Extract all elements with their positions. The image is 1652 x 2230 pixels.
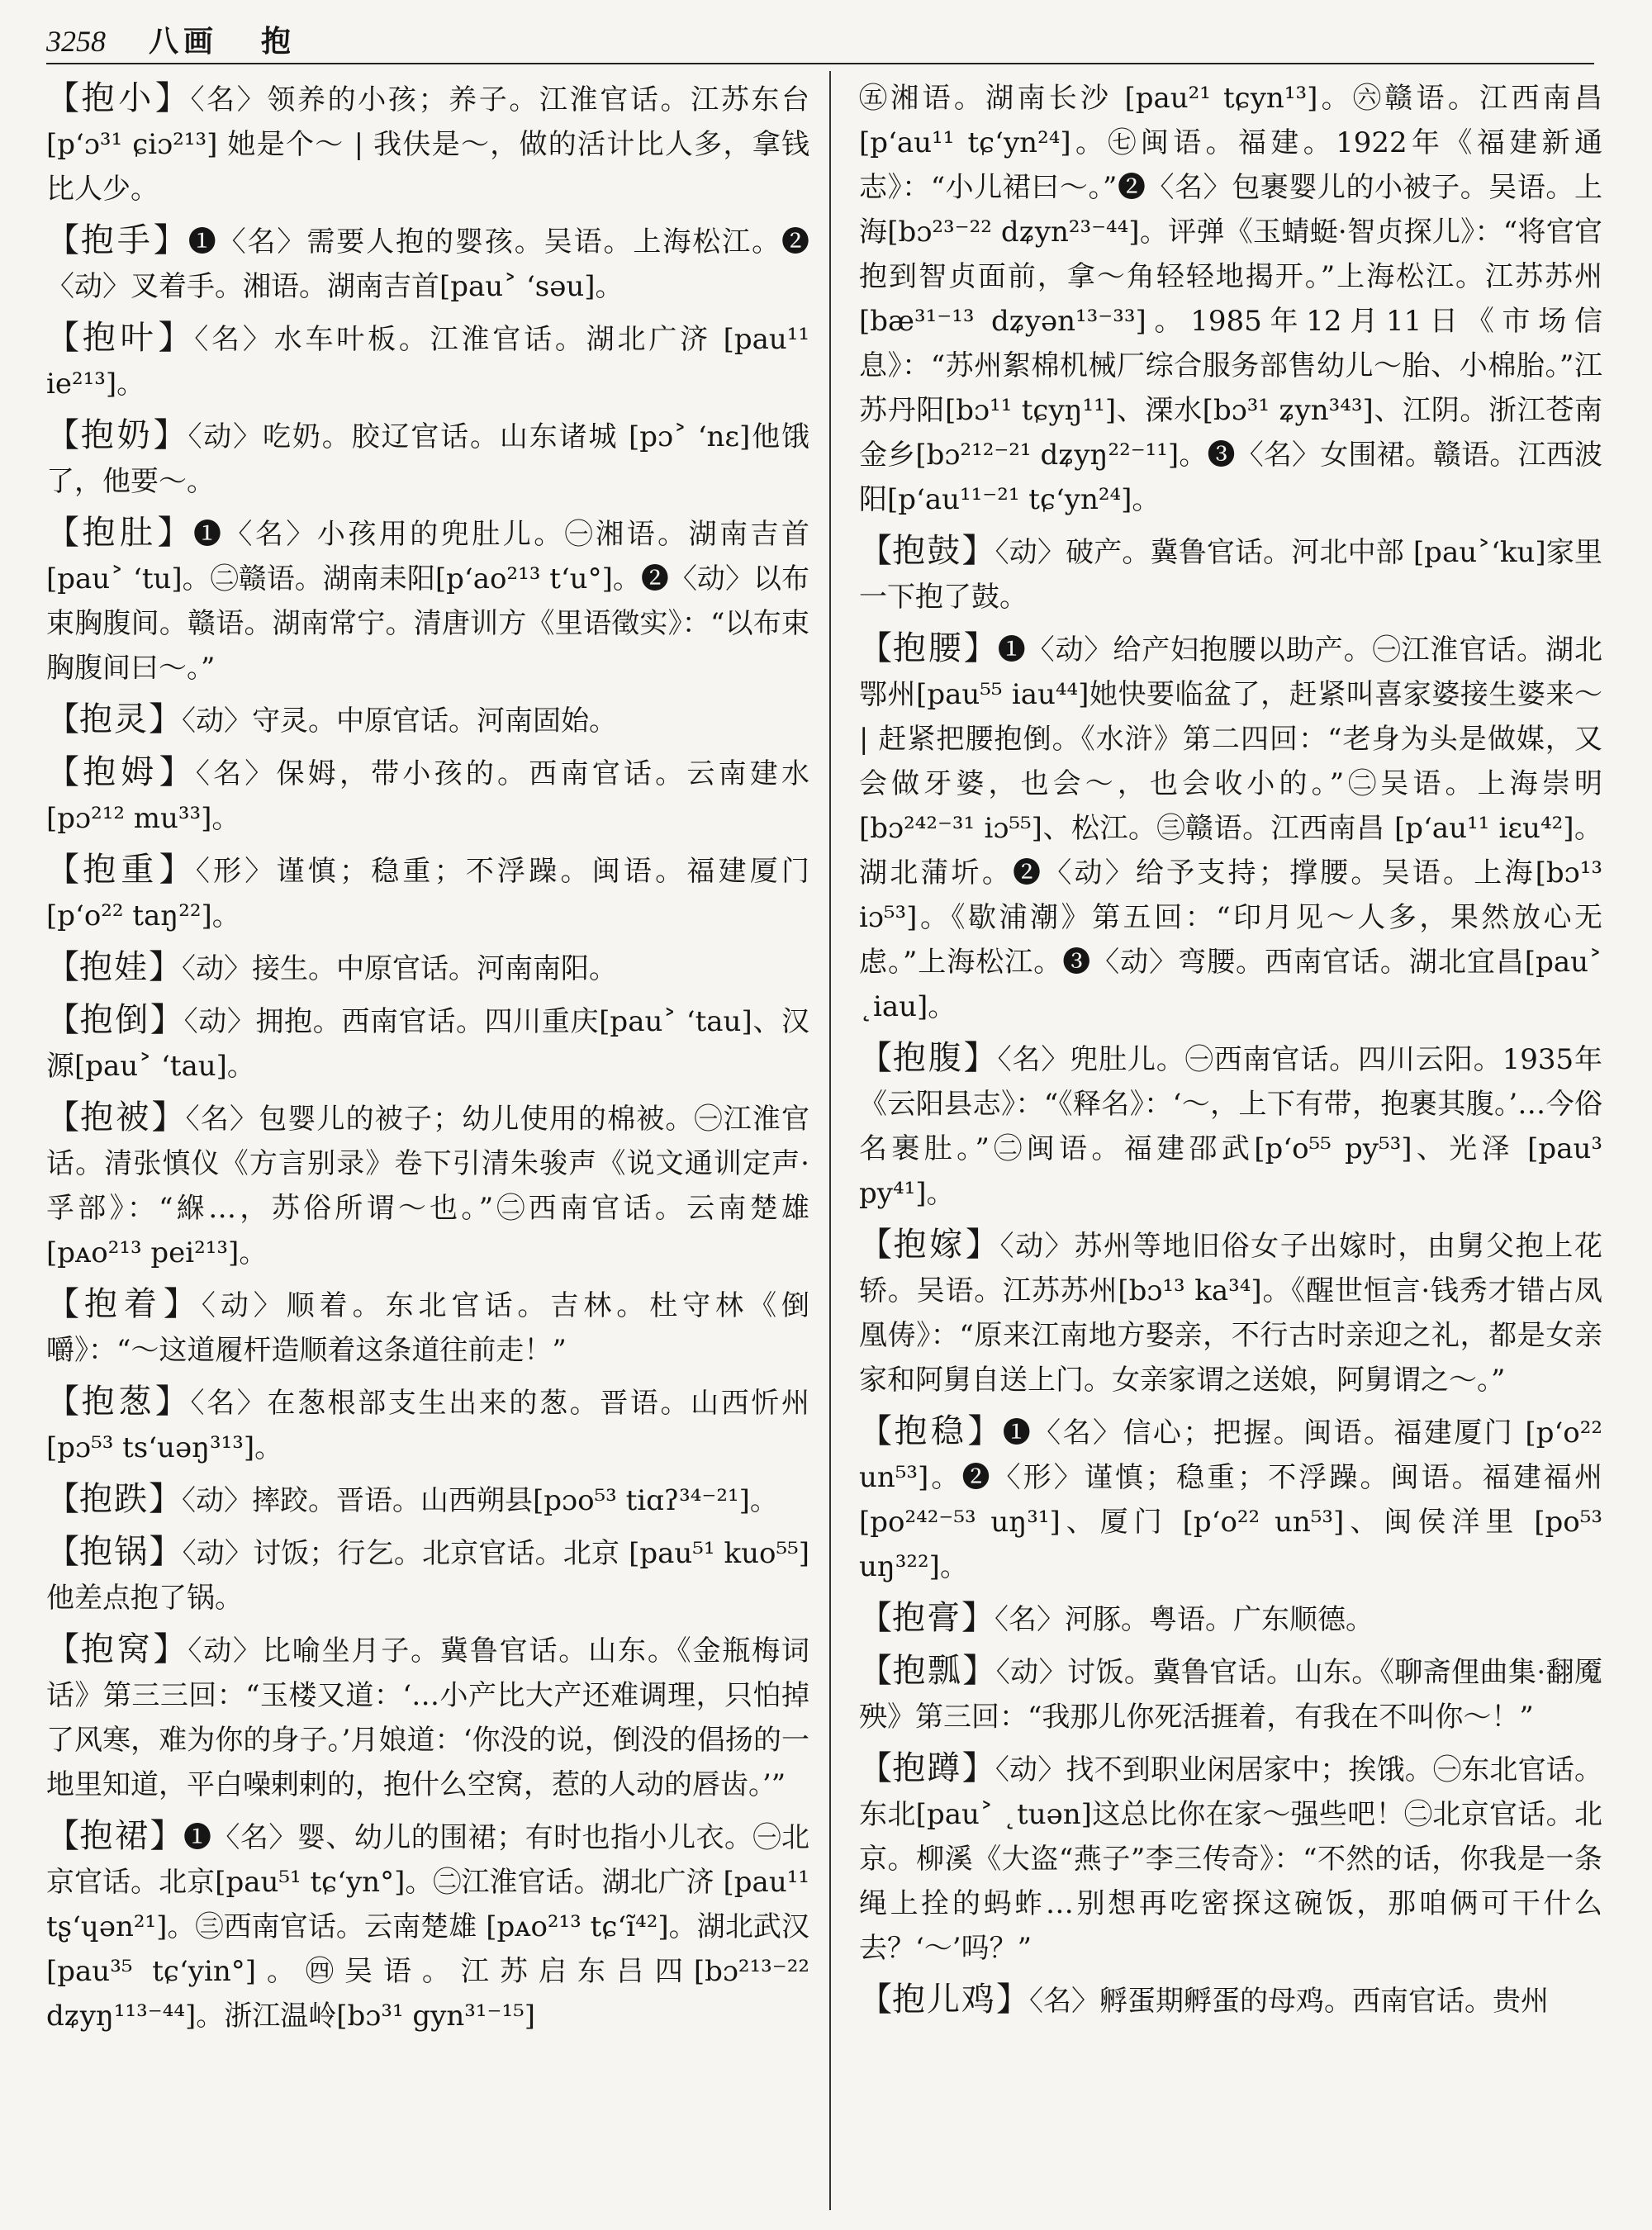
entry-headword: 抱被: [80, 1098, 152, 1136]
headword-bracket-open: 【: [46, 1630, 81, 1668]
headword-bracket-open: 【: [859, 1981, 892, 2019]
entry-definition: ❶〈名〉小孩用的兜肚儿。㊀湘语。湖南吉首 [pau˃ ‘tu]。㊁赣语。湖南耒阳[p‘ao²¹³ t‘u°]。❷〈动〉以布束胸腹间。赣语。湖南常宁。清唐训方《里语徵实》：“以布束胸腹间曰～。”: [46, 518, 809, 685]
page-header: [46, 18, 1602, 66]
headword-bracket-open: 【: [46, 1285, 84, 1323]
entry-headword: 抱腹: [892, 1039, 964, 1077]
header-section: 八画: [149, 24, 219, 59]
headword-bracket-open: 【: [46, 514, 83, 552]
entry-definition: ❶〈名〉婴、幼儿的围裙；有时也指小儿衣。㊀北京官话。北京[pau⁵¹ tɕ‘yn°]。㊁江淮官话。湖北广济 [pau¹¹ tʂ‘ɥәn²¹]。㊂西南官话。云南楚雄 [pᴀo²¹³ tɕ‘ĩ⁴²]。湖北武汉[pau³⁵ tɕ‘yin°]。㊃吴语。江苏启东吕四[bɔ²¹³⁻²² dʑyŋ¹¹³⁻⁴⁴]。浙江温岭[bɔ³¹ gyn³¹⁻¹⁵]: [46, 1821, 809, 2033]
headword-bracket-open: 【: [46, 221, 81, 259]
entry-definition: 〈动〉苏州等地旧俗女子出嫁时，由舅父抱上花轿。吴语。江苏苏州[bɔ¹³ ka³⁴]。《醒世恒言·钱秀才错占凤凰俦》：“原来江南地方娶亲，不行古时亲迎之礼，都是女亲家和阿舅自送上门。女亲家谓之送娘，阿舅谓之～。”: [859, 1230, 1602, 1397]
dictionary-entry: [46, 750, 809, 841]
headword-bracket-close: 】: [149, 1480, 182, 1518]
entry-definition: 〈形〉谨慎；稳重；不浮躁。闽语。福建厦门 [p‘o²² taŋ²²]。: [46, 855, 809, 932]
entry-definition: 〈动〉守灵。中原官话。河南固始。: [182, 705, 617, 738]
headword-bracket-close: 】: [967, 1412, 1003, 1450]
entry-definition: ❶〈名〉信心；把握。闽语。福建厦门 [p‘o²² un⁵³]。❷〈形〉谨慎；稳重；不浮躁。闽语。福建福州[po²⁴²⁻⁵³ uŋ³¹]、厦门 [p‘o²² un⁵³]、闽侯洋里 [po⁵³ uŋ³²²]。: [859, 1416, 1602, 1583]
entry-headword: 抱叶: [82, 319, 159, 357]
entry-headword: 抱姆: [83, 753, 159, 791]
dictionary-entry: [859, 1977, 1602, 2024]
entry-definition: 〈动〉接生。中原官话。河南南阳。: [182, 952, 617, 985]
dictionary-entry: [46, 413, 809, 504]
entry-headword: 抱奶: [80, 416, 154, 454]
dictionary-entry: [46, 510, 809, 690]
entry-headword: 抱膏: [892, 1599, 961, 1637]
entry-definition: 〈动〉吃奶。胶辽官话。山东诸城 [pɔ˃ ‘nɛ]他饿了，他要～。: [46, 420, 809, 498]
entry-headword: 抱娃: [79, 948, 149, 986]
entry-definition: 〈动〉拥抱。西南官话。四川重庆[pau˃ ‘tau]、汉源[pau˃ ‘tau]。: [46, 1005, 809, 1083]
dictionary-entry: [46, 998, 809, 1089]
column-divider: [829, 71, 831, 2210]
entry-headword: 抱肚: [82, 514, 158, 552]
headword-bracket-open: 【: [46, 1480, 79, 1518]
entry-headword: 抱鼓: [892, 532, 962, 570]
entry-headword: 抱锅: [79, 1533, 150, 1571]
entry-definition: 〈动〉比喻坐月子。冀鲁官话。山东。《金瓶梅词话》第三三回：“玉楼又道：‘…小产比大产还难调理，只怕掉了风寒，难为你的身子。’月娘道：‘你没的说，倒没的倡扬的一地里知道，平白噪剌剌的，抱什么空窝，惹的人动的唇齿。’”: [46, 1635, 809, 1801]
headword-bracket-open: 【: [859, 1599, 892, 1637]
headword-bracket-close: 】: [961, 532, 995, 570]
entry-headword: 抱倒: [79, 1001, 150, 1039]
headword-bracket-open: 【: [46, 753, 83, 791]
headword-bracket-close: 】: [157, 514, 193, 552]
entry-definition: 〈动〉找不到职业闲居家中；挨饿。㊀东北官话。东北[pau˃ ˛tuәn]这总比你在家～强些吧！㊁北京官话。北京。柳溪《大盗“燕子”李三传奇》：“不然的话，你我是一条绳上拴的蚂蚱…别想再吃密探这碗饭，那咱俩可干什么去？‘～’吗？”: [859, 1753, 1602, 1965]
entry-headword: 抱葱: [81, 1383, 155, 1421]
dictionary-entry: [859, 1649, 1602, 1739]
dictionary-entry: [859, 529, 1602, 619]
dictionary-entry: [859, 1746, 1602, 1971]
dictionary-entry: [46, 218, 809, 309]
headword-bracket-close: 】: [153, 416, 188, 454]
dictionary-entry: [859, 1409, 1602, 1589]
entry-headword: 抱着: [83, 1285, 164, 1323]
dictionary-entry: [46, 1530, 809, 1620]
entry-definition: 〈动〉讨饭；行乞。北京官话。北京 [pau⁵¹ kuo⁵⁵]他差点抱了锅。: [46, 1537, 809, 1615]
entry-headword: 抱稳: [894, 1412, 968, 1450]
entry-definition: 〈名〉保姆，带小孩的。西南官话。云南建水 [pɔ²¹² mu³³]。: [46, 757, 809, 835]
left-column: [46, 76, 809, 2213]
headword-bracket-open: 【: [46, 1001, 80, 1039]
headword-bracket-open: 【: [859, 532, 893, 570]
entry-headword: 抱跌: [79, 1480, 149, 1518]
dictionary-entry: [859, 1036, 1602, 1216]
headword-bracket-open: 【: [859, 1039, 893, 1077]
dictionary-entry: [46, 1627, 809, 1807]
entry-headword: 抱儿鸡: [892, 1981, 996, 2019]
entry-definition: 〈名〉领养的小孩；养子。江淮官话。江苏东台 [p‘ɔ³¹ ɕiɔ²¹³] 她是个～ | 我伕是～，做的活计比人多，拿钱比人少。: [46, 83, 809, 206]
entry-headword: 抱蹲: [892, 1749, 962, 1787]
entry-definition: ❶〈动〉给产妇抱腰以助产。㊀江淮官话。湖北鄂州[pau⁵⁵ iau⁴⁴]她快要临盆了，赶紧叫喜家婆接生婆来～ | 赶紧把腰抱倒。《水浒》第二四回：“老身为头是做媒，又会做牙婆，也会～，也会收小的。”㊁吴语。上海崇明 [bɔ²⁴²⁻³¹ iɔ⁵⁵]、松江。㊂赣语。江西南昌 [p‘au¹¹ iɛu⁴²]。湖北蒲圻。❷〈动〉给予支持；撑腰。吴语。上海[bɔ¹³ iɔ⁵³]。《歇浦潮》第五回：“印月见～人多，果然放心无虑。”上海松江。❸〈动〉弯腰。西南官话。湖北宜昌[pau˃ ˛iau]。: [859, 633, 1602, 1023]
entry-headword: 抱小: [81, 79, 155, 117]
dictionary-entry: [46, 1477, 809, 1523]
headword-bracket-open: 【: [46, 319, 83, 357]
dictionary-entry: [46, 1095, 809, 1275]
entry-definition: 〈动〉顺着。东北官话。吉林。杜守林《倒嚼》：“～这道履杆造顺着这条道往前走！”: [46, 1289, 809, 1367]
dictionary-entry: [46, 1282, 809, 1373]
entry-definition: 〈名〉包婴儿的被子；幼儿使用的棉被。㊀江淮官话。清张慎仪《方言别录》卷下引清朱骏声《说文通训定声·孚部》：“緥…，苏俗所谓～也。”㊁西南官话。云南楚雄[pᴀo²¹³ pei²¹³]。: [46, 1103, 809, 1269]
entry-headword: 抱嫁: [893, 1226, 966, 1264]
entry-definition: 〈动〉破产。冀鲁官话。河北中部 [pau˃‘ku]家里一下抱了鼓。: [859, 536, 1602, 614]
headword-bracket-close: 】: [153, 1630, 188, 1668]
entry-definition: 〈动〉摔跤。晋语。山西朔县[pɔo⁵³ tiɑʔ³⁴⁻²¹]。: [182, 1484, 778, 1517]
dictionary-entry: [46, 945, 809, 991]
headword-bracket-open: 【: [46, 1533, 80, 1571]
header-rule: [46, 63, 1594, 64]
entry-definition: ㊄湘语。湖南长沙 [pau²¹ tɕyn¹³]。㊅赣语。江西南昌 [p‘au¹¹ tɕ‘yn²⁴]。㊆闽语。福建。1922年《福建新通志》：“小儿裙曰～。”❷〈名〉包裹婴儿的小被子。吴语。上海[bɔ²³⁻²² dʑyn²³⁻⁴⁴]。评弹《玉蜻蜓·智贞探儿》：“将官官抱到智贞面前，拿～角轻轻地揭开。”上海松江。江苏苏州[bæ³¹⁻¹³ dʑyәn¹³⁻³³]。1985年12月11日《市场信息》：“苏州絮棉机械厂综合服务部售幼儿～胎、小棉胎。”江苏丹阳[bɔ¹¹ tɕyŋ¹¹]、溧水[bɔ³¹ ʑyn³⁴³]、江阴。浙江苍南金乡[bɔ²¹²⁻²¹ dʑyŋ²²⁻¹¹]。❸〈名〉女围裙。赣语。江西波阳[p‘au¹¹⁻²¹ tɕ‘yn²⁴]。: [859, 82, 1602, 516]
dictionary-entry: [859, 1222, 1602, 1402]
headword-bracket-open: 【: [859, 1226, 894, 1264]
headword-bracket-close: 】: [151, 1098, 186, 1136]
headword-bracket-close: 】: [961, 1599, 995, 1637]
headword-bracket-open: 【: [859, 629, 893, 667]
headword-bracket-open: 【: [46, 851, 83, 889]
headword-bracket-open: 【: [46, 1098, 81, 1136]
entry-headword: 抱灵: [79, 700, 149, 738]
dictionary-entry: [46, 847, 809, 938]
headword-bracket-open: 【: [859, 1412, 895, 1450]
right-column: [859, 76, 1602, 2213]
dictionary-entry: [46, 316, 809, 406]
dictionary-entry: [859, 1596, 1602, 1642]
entry-definition: ❶〈名〉需要人抱的婴孩。吴语。上海松江。❷〈动〉叉着手。湘语。湖南吉首[pau˃ ‘sәu]。: [46, 225, 809, 303]
headword-bracket-close: 】: [150, 1001, 184, 1039]
headword-bracket-close: 】: [163, 1285, 202, 1323]
entry-headword: 抱裙: [79, 1817, 150, 1855]
headword-bracket-open: 【: [46, 416, 81, 454]
entry-definition: 〈名〉兜肚儿。㊀西南官话。四川云阳。1935年《云阳县志》：“《释名》：‘～，上下有带，抱裹其腹。’…今俗名裹肚。”㊁闽语。福建邵武[p‘o⁵⁵ py⁵³]、光泽 [pau³ py⁴¹]。: [859, 1043, 1602, 1210]
headword-bracket-close: 】: [150, 1817, 183, 1855]
headword-bracket-close: 】: [149, 700, 182, 738]
headword-bracket-close: 】: [961, 1749, 995, 1787]
dictionary-entry: [859, 626, 1602, 1029]
headword-bracket-open: 【: [46, 79, 82, 117]
dictionary-entry: [46, 1814, 809, 2038]
headword-bracket-close: 】: [153, 221, 188, 259]
entry-definition: 〈名〉河豚。粤语。广东顺德。: [995, 1603, 1374, 1636]
headword-bracket-open: 【: [46, 1383, 82, 1421]
headword-bracket-close: 】: [963, 1039, 998, 1077]
headword-bracket-close: 】: [996, 1981, 1029, 2019]
entry-headword: 抱重: [83, 851, 159, 889]
headword-bracket-close: 】: [159, 851, 196, 889]
headword-bracket-open: 【: [46, 700, 79, 738]
headword-bracket-close: 】: [154, 79, 191, 117]
headword-bracket-open: 【: [46, 1817, 80, 1855]
entry-headword: 抱腰: [892, 629, 964, 667]
headword-bracket-close: 】: [965, 1226, 1000, 1264]
entry-definition: 〈名〉水车叶板。江淮官话。湖北广济 [pau¹¹ ie²¹³]。: [46, 323, 809, 401]
dictionary-entry: [46, 76, 809, 211]
headword-bracket-close: 】: [962, 1652, 996, 1690]
entry-headword: 抱窝: [80, 1630, 154, 1668]
page-number: 3258: [46, 25, 106, 58]
headword-bracket-close: 】: [159, 753, 196, 791]
headword-bracket-open: 【: [859, 1749, 893, 1787]
dictionary-entry: [46, 697, 809, 743]
dictionary-entry: [859, 76, 1602, 522]
entry-definition: 〈名〉孵蛋期孵蛋的母鸡。西南官话。贵州: [1029, 1985, 1549, 2018]
headword-bracket-open: 【: [859, 1652, 893, 1690]
entry-headword: 抱瓢: [892, 1652, 963, 1690]
entry-definition: 〈名〉在葱根部支生出来的葱。晋语。山西忻州[pɔ⁵³ ts‘uәŋ³¹³]。: [46, 1387, 809, 1464]
headword-bracket-close: 】: [149, 948, 182, 986]
dictionary-entry: [46, 1379, 809, 1470]
headword-bracket-close: 】: [158, 319, 195, 357]
entry-headword: 抱手: [80, 221, 154, 259]
header-character: 抱: [261, 24, 297, 59]
headword-bracket-close: 】: [154, 1383, 191, 1421]
entry-definition: 〈动〉讨饭。冀鲁官话。山东。《聊斋俚曲集·翻魇殃》第三回：“我那儿你死活捱着，有我在不叫你～！”: [859, 1656, 1602, 1734]
headword-bracket-close: 】: [963, 629, 998, 667]
headword-bracket-open: 【: [46, 948, 79, 986]
headword-bracket-close: 】: [149, 1533, 183, 1571]
